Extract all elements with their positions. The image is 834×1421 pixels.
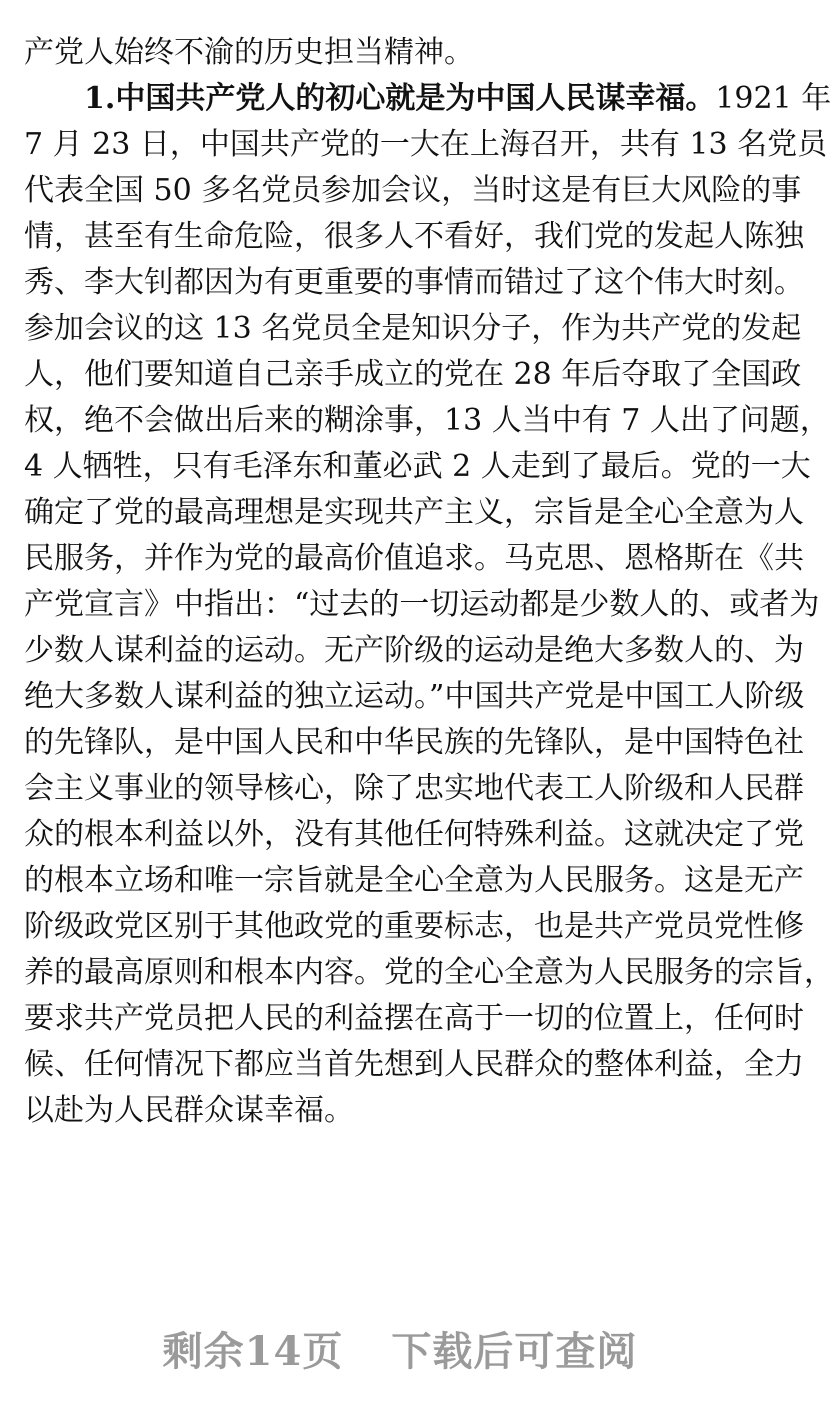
document-page [24,30,834,1134]
paragraph-line: 7 月 23 日，中国共产党的一大在上海召开，共有 13 名党员 [24,127,828,162]
paragraph-line: 权，绝不会做出后来的糊涂事，13 人当中有 7 人出了问题， [24,403,830,438]
paragraph-line: 秀、李大钊都因为有更重要的事情而错过了这个伟大时刻。 [24,265,804,300]
paragraph-line: 人，他们要知道自己亲手成立的党在 28 年后夺取了全国政 [24,357,802,392]
paragraph-line: 候、任何情况下都应当首先想到人民群众的整体利益，全力 [24,1047,804,1082]
download-prompt[interactable] [0,1320,800,1377]
download-to-view-label: 下载后可查阅 [391,1328,638,1375]
paragraph-line: 绝大多数人谋利益的独立运动。”中国共产党是中国工人阶级 [24,679,805,714]
paragraph-line: 少数人谋利益的运动。无产阶级的运动是绝大多数人的、为 [24,633,804,668]
paragraph-line: 阶级政党区别于其他政党的重要标志，也是共产党员党性修 [24,909,804,944]
heading-continuation: 1921 年 [715,81,832,116]
paragraph-line: 众的根本利益以外，没有其他任何特殊利益。这就决定了党 [24,817,804,852]
paragraph-line: 参加会议的这 13 名党员全是知识分子，作为共产党的发起 [24,311,802,346]
paragraph-line: 情，甚至有生命危险，很多人不看好，我们党的发起人陈独 [24,219,804,254]
paragraph-line: 产党宣言》中指出：“过去的一切运动都是少数人的、或者为 [24,587,820,622]
paragraph-line: 要求共产党员把人民的利益摆在高于一切的位置上，任何时 [24,1001,804,1036]
paragraph-line: 的先锋队，是中国人民和中华民族的先锋队，是中国特色社 [24,725,804,760]
paragraph-line: 4 人牺牲，只有毛泽东和董必武 2 人走到了最后。党的一大 [24,449,811,484]
paragraph-line: 的根本立场和唯一宗旨就是全心全意为人民服务。这是无产 [24,863,804,898]
paragraph-line: 会主义事业的领导核心，除了忠实地代表工人阶级和人民群 [24,771,804,806]
paragraph-line: 产党人始终不渝的历史担当精神。 [24,35,474,70]
paragraph-line: 养的最高原则和根本内容。党的全心全意为人民服务的宗旨， [24,955,834,990]
paragraph-line: 民服务，并作为党的最高价值追求。马克思、恩格斯在《共 [24,541,804,576]
remaining-pages-label: 剩余14页 [162,1328,344,1375]
paragraph-line: 确定了党的最高理想是实现共产主义，宗旨是全心全意为人 [24,495,804,530]
paragraph-line: 以赴为人民群众谋幸福。 [24,1093,354,1128]
section-heading-line [24,76,832,122]
paragraph-line: 代表全国 50 多名党员参加会议，当时这是有巨大风险的事 [24,173,802,208]
section-heading: 1.中国共产党人的初心就是为中国人民谋幸福。 [84,81,716,116]
